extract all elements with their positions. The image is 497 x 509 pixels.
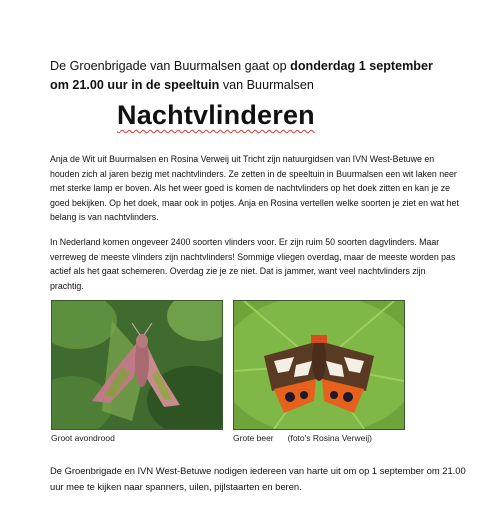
photo-elephant-hawk-moth [51,300,223,430]
intro-text [50,57,470,95]
intro-date: donderdag 1 september [290,59,433,73]
intro-part2: van Buurmalsen [219,78,314,92]
caption-species: Grote beer [233,433,274,443]
footer-invitation: De Groenbrigade en IVN West-Betuwe nodigen iedereen van harte uit om op 1 september om 21.00 uur mee te kijken naar spanners, uilen, pijlstaarten en beren. [50,465,466,492]
page-title: Nachtvlinderen [117,100,315,130]
intro-time-place: om 21.00 uur in de speeltuin [50,78,220,92]
caption-elephant-hawk-moth: Groot avondrood [51,433,115,443]
photo-credit: (foto's Rosina Verweij) [287,433,372,443]
paragraph-species: In Nederland komen ongeveer 2400 soorten vlinders voor. Er zijn ruim 50 soorten dagvlinders. Maar verreweg de meeste vlinders zijn nachtvlinders! Sommige vliegen overdag, maar de meeste worden pas actief als het gaat schemeren. Overdag zie je ze niet. Dat is jammer, want veel nachtvlinders zijn prachtig. [50,237,456,291]
intro-part1: De Groenbrigade van Buurmalsen gaat op [50,59,291,73]
paragraph-guides: Anja de Wit uit Buurmalsen en Rosina Verweij uit Tricht zijn natuurgidsen van IVN West-Betuwe en houden zich al jaren bezig met nachtvlinders. Ze zetten in de speeltuin in Buurmalsen een wit laken neer met sterke lamp er boven. Als het weer goed is komen de nachtvlinders op het doek zitten en kan je ze goed bekijken. Op het doek, maar ook in potjes. Anja en Rosina vertellen welke soorten je ziet en wat het belang is van nachtvlinders. [50,154,459,223]
photo-garden-tiger-moth [233,300,405,430]
caption-garden-tiger-moth [233,433,372,443]
